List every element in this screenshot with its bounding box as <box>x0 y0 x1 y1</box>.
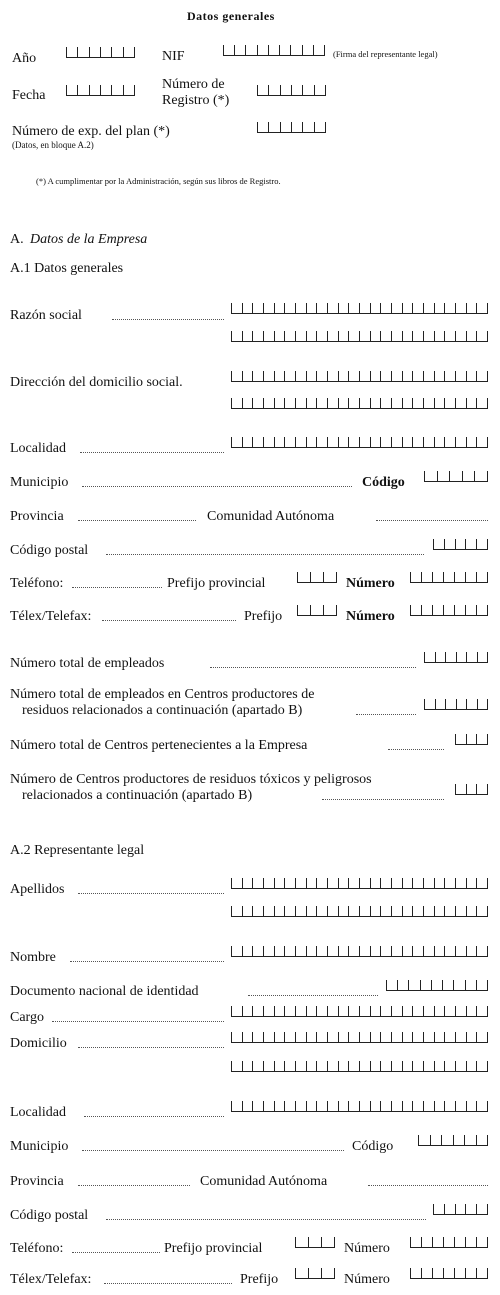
section-a-number: A. <box>10 232 24 247</box>
domicilio-label: Domicilio <box>10 1036 67 1051</box>
leader-dots <box>84 1116 224 1117</box>
numero-label: Número <box>346 576 395 591</box>
dni-input-boxes[interactable] <box>386 980 488 991</box>
a2-codigo-label: Código <box>352 1139 394 1154</box>
cargo-input-boxes[interactable] <box>231 1006 488 1017</box>
centros-toxicos-label-2: relacionados a continuación (apartado B) <box>22 788 253 803</box>
leader-dots <box>70 961 224 962</box>
localidad-input-boxes[interactable] <box>231 437 488 448</box>
dni-label: Documento nacional de identidad <box>10 984 199 999</box>
leader-dots <box>78 893 224 894</box>
leader-dots <box>106 554 424 555</box>
a2-numero-label: Número <box>344 1241 390 1256</box>
leader-dots <box>80 452 224 453</box>
municipio-label: Municipio <box>10 475 69 490</box>
section-a1-title: A.1 Datos generales <box>10 261 124 276</box>
a2-municipio-codigo-input-boxes[interactable] <box>418 1135 488 1146</box>
ano-input-boxes[interactable] <box>66 47 135 58</box>
a2-provincia-label: Provincia <box>10 1174 64 1189</box>
a2-comunidad-label: Comunidad Autónoma <box>200 1174 328 1189</box>
telex-numero-input-boxes[interactable] <box>410 605 488 616</box>
a2-codigo-postal-input-boxes[interactable] <box>433 1204 488 1215</box>
leader-dots <box>78 1185 190 1186</box>
telex-prefijo-input-boxes[interactable] <box>297 605 337 616</box>
a2-telex-prefijo-input-boxes[interactable] <box>295 1268 335 1279</box>
a2-telex-label: Télex/Telefax: <box>10 1272 92 1287</box>
total-centros-label: Número total de Centros pertenecientes a la Empresa <box>10 738 308 753</box>
leader-dots <box>106 1219 426 1220</box>
leader-dots <box>322 799 444 800</box>
a2-telefono-prefijo-input-boxes[interactable] <box>295 1237 335 1248</box>
leader-dots <box>82 1150 344 1151</box>
leader-dots <box>376 520 488 521</box>
section-a-title: Datos de la Empresa <box>30 232 148 247</box>
telefono-label: Teléfono: <box>10 576 64 591</box>
empleados-centros-input-boxes[interactable] <box>424 699 488 710</box>
a2-telex-numero-input-boxes[interactable] <box>410 1268 488 1279</box>
apellidos-input-boxes-1[interactable] <box>231 878 488 889</box>
razon-social-label: Razón social <box>10 308 82 323</box>
a2-codigo-postal-label: Código postal <box>10 1208 89 1223</box>
municipio-codigo-input-boxes[interactable] <box>424 471 488 482</box>
nombre-label: Nombre <box>10 950 56 965</box>
leader-dots <box>210 667 416 668</box>
administracion-note: (*) A cumplimentar por la Administración, según sus libros de Registro. <box>36 176 281 186</box>
a2-prefijo-label: Prefijo <box>240 1272 279 1287</box>
comunidad-label: Comunidad Autónoma <box>207 509 335 524</box>
numero-label: Número <box>346 609 395 624</box>
firma-label: (Firma del representante legal) <box>333 49 438 59</box>
numero-exp-label: Número de exp. del plan (*) <box>12 124 170 139</box>
direccion-input-boxes-1[interactable] <box>231 371 488 382</box>
leader-dots <box>82 486 352 487</box>
numero-registro-input-boxes[interactable] <box>257 85 326 96</box>
empleados-label: Número total de empleados <box>10 656 165 671</box>
codigo-postal-input-boxes[interactable] <box>433 539 488 550</box>
a2-localidad-label: Localidad <box>10 1105 66 1120</box>
a2-localidad-input-boxes[interactable] <box>231 1101 488 1112</box>
leader-dots <box>112 319 224 320</box>
numero-registro-label-2: Registro (*) <box>162 93 230 108</box>
leader-dots <box>52 1021 224 1022</box>
localidad-label: Localidad <box>10 441 66 456</box>
empleados-centros-label-2: residuos relacionados a continuación (apartado B) <box>22 703 303 718</box>
a2-telefono-label: Teléfono: <box>10 1241 64 1256</box>
leader-dots <box>72 1252 160 1253</box>
nombre-input-boxes[interactable] <box>231 946 488 957</box>
a2-telefono-numero-input-boxes[interactable] <box>410 1237 488 1248</box>
a2-numero-label: Número <box>344 1272 390 1287</box>
total-centros-input-boxes[interactable] <box>455 734 488 745</box>
empleados-centros-label-1: Número total de empleados en Centros productores de <box>10 687 315 702</box>
ano-label: Año <box>12 51 37 66</box>
leader-dots <box>388 749 444 750</box>
fecha-input-boxes[interactable] <box>66 85 135 96</box>
leader-dots <box>78 520 196 521</box>
codigo-postal-label: Código postal <box>10 543 89 558</box>
numero-exp-input-boxes[interactable] <box>257 122 326 133</box>
numero-registro-label-1: Número de <box>162 77 225 92</box>
nif-input-boxes[interactable] <box>223 45 325 56</box>
a2-prefijo-provincial-label: Prefijo provincial <box>164 1241 263 1256</box>
apellidos-label: Apellidos <box>10 882 65 897</box>
datos-bloque-note: (Datos, en bloque A.2) <box>12 140 94 150</box>
leader-dots <box>72 587 162 588</box>
telefono-prefijo-input-boxes[interactable] <box>297 572 337 583</box>
centros-toxicos-input-boxes[interactable] <box>455 784 488 795</box>
leader-dots <box>102 620 236 621</box>
telefono-numero-input-boxes[interactable] <box>410 572 488 583</box>
leader-dots <box>248 995 378 996</box>
razon-social-input-boxes-1[interactable] <box>231 303 488 314</box>
section-a2-title: A.2 Representante legal <box>10 843 145 858</box>
leader-dots <box>78 1047 224 1048</box>
domicilio-input-boxes-2[interactable] <box>231 1061 488 1072</box>
leader-dots <box>104 1283 232 1284</box>
leader-dots <box>368 1185 488 1186</box>
nif-label: NIF <box>162 49 185 64</box>
cargo-label: Cargo <box>10 1010 44 1025</box>
prefijo-provincial-label: Prefijo provincial <box>167 576 266 591</box>
domicilio-input-boxes-1[interactable] <box>231 1032 488 1043</box>
prefijo-label: Prefijo <box>244 609 283 624</box>
direccion-input-boxes-2[interactable] <box>231 398 488 409</box>
empleados-input-boxes[interactable] <box>424 652 488 663</box>
centros-toxicos-label-1: Número de Centros productores de residuos tóxicos y peligrosos <box>10 772 372 787</box>
telex-label: Télex/Telefax: <box>10 609 92 624</box>
provincia-label: Provincia <box>10 509 64 524</box>
razon-social-input-boxes-2[interactable] <box>231 331 488 342</box>
a2-municipio-label: Municipio <box>10 1139 69 1154</box>
section-title-datos-generales: Datos generales <box>187 9 275 23</box>
direccion-label: Dirección del domicilio social. <box>10 375 183 390</box>
codigo-label: Código <box>362 475 405 490</box>
fecha-label: Fecha <box>12 88 46 103</box>
apellidos-input-boxes-2[interactable] <box>231 906 488 917</box>
leader-dots <box>356 714 416 715</box>
